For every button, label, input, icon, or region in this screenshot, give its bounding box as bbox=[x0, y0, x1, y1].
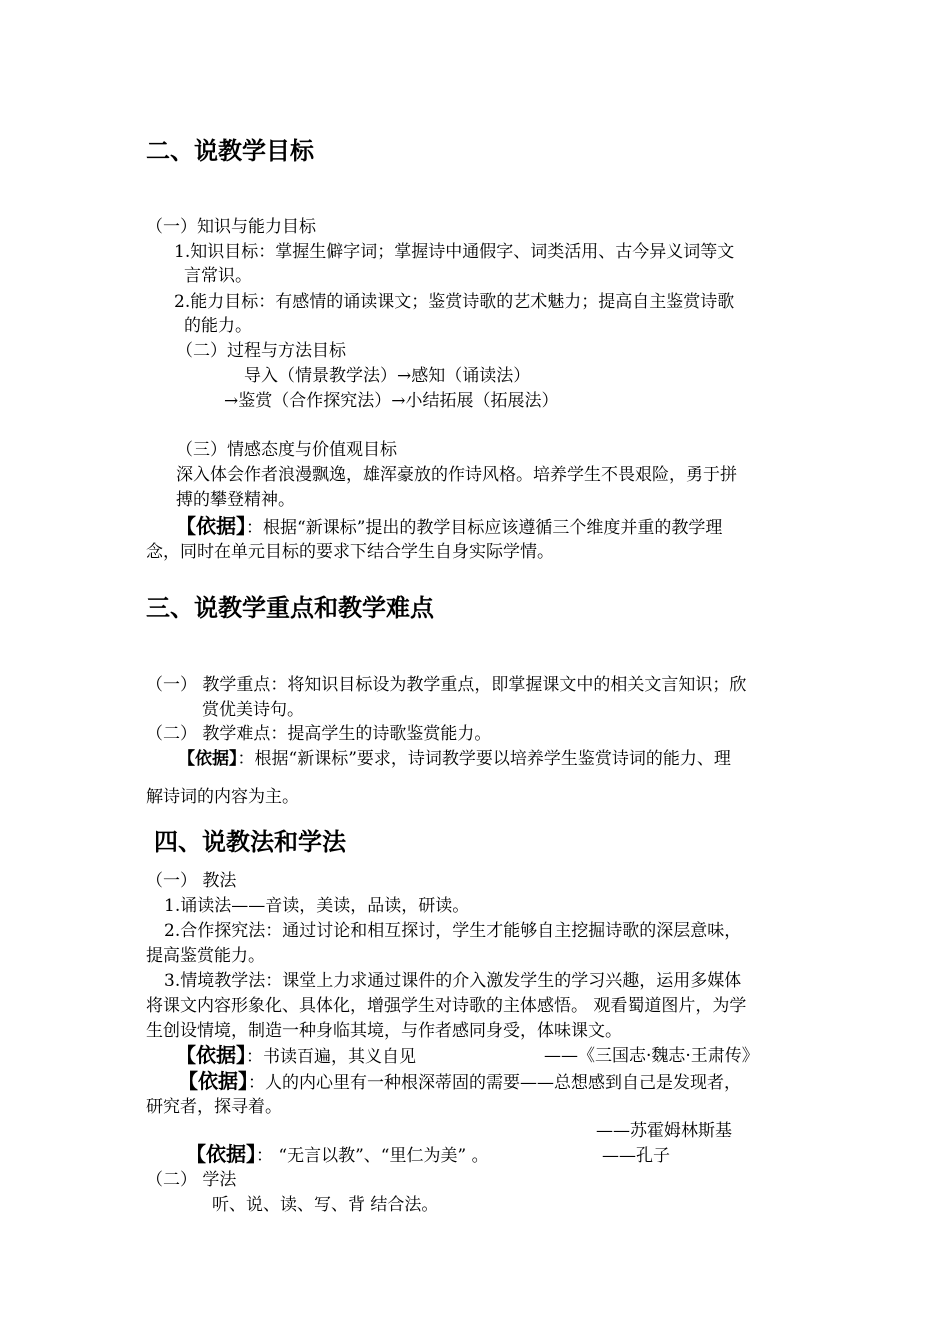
paragraph-line: 的能力。 bbox=[184, 316, 252, 336]
basis-line bbox=[178, 748, 731, 770]
flow-line: 导入（情景教学法）→感知（诵读法） bbox=[244, 366, 531, 386]
paragraph-line: 念，同时在单元目标的要求下结合学生自身实际学情。 bbox=[146, 542, 554, 562]
basis-line bbox=[176, 515, 722, 539]
basis-tag: 【依据】 bbox=[176, 514, 246, 538]
paragraph-line: （一） 教学重点：将知识目标设为教学重点，即掌握课文中的相关文言知识；欣 bbox=[146, 675, 747, 695]
paragraph-line: 将课文内容形象化、具体化，增强学生对诗歌的主体感悟。 观看蜀道图片，为学 bbox=[146, 996, 747, 1016]
basis-line bbox=[186, 1143, 489, 1167]
paragraph-line: 研究者，探寻着。 bbox=[146, 1097, 282, 1117]
quote-source: ——《三国志·魏志·王肃传》 bbox=[544, 1046, 759, 1066]
subsection-title: （一） 教法 bbox=[146, 871, 237, 891]
basis-line bbox=[176, 1044, 416, 1068]
paragraph-line: （二） 教学难点：提高学生的诗歌鉴赏能力。 bbox=[146, 724, 492, 744]
paragraph-line: 2.能力目标：有感情的诵读课文；鉴赏诗歌的艺术魅力；提高自主鉴赏诗歌 bbox=[174, 292, 735, 312]
subsection-title: （二） 学法 bbox=[146, 1170, 237, 1190]
paragraph-line: 2.合作探究法：通过讨论和相互探讨，学生才能够自主挖掘诗歌的深层意味， bbox=[164, 921, 742, 941]
paragraph-line: 搏的攀登精神。 bbox=[176, 490, 295, 510]
basis-text: ： “无言以教”、“里仁为美” 。 bbox=[256, 1146, 489, 1166]
paragraph-line: 听、说、读、写、背 结合法。 bbox=[212, 1195, 439, 1215]
paragraph-line: 1.知识目标：掌握生僻字词；掌握诗中通假字、词类活用、古今异义词等文 bbox=[174, 242, 735, 262]
basis-tag: 【依据】 bbox=[178, 749, 238, 769]
paragraph-line: 1.诵读法——音读，美读，品读，研读。 bbox=[164, 896, 470, 916]
basis-tag: 【依据】 bbox=[176, 1043, 246, 1067]
quote-source: ——孔子 bbox=[602, 1146, 670, 1166]
section-title: 二、说教学目标 bbox=[146, 137, 314, 165]
paragraph-line: 言常识。 bbox=[184, 266, 252, 286]
paragraph-line: 赏优美诗句。 bbox=[202, 700, 304, 720]
subsection-title: （二）过程与方法目标 bbox=[176, 341, 346, 361]
basis-text: ：根据“新课标”要求，诗词教学要以培养学生鉴赏诗词的能力、理 bbox=[237, 749, 731, 769]
section-title: 四、说教法和学法 bbox=[154, 828, 346, 856]
basis-tag: 【依据】 bbox=[186, 1142, 256, 1166]
paragraph-line: 提高鉴赏能力。 bbox=[146, 946, 265, 966]
subsection-title: （一）知识与能力目标 bbox=[146, 217, 316, 237]
paragraph-line: 解诗词的内容为主。 bbox=[146, 787, 299, 807]
paragraph-line: 3.情境教学法：课堂上力求通过课件的介入激发学生的学习兴趣，运用多媒体 bbox=[164, 971, 742, 991]
section-title: 三、说教学重点和教学难点 bbox=[146, 594, 434, 622]
quote-source: ——苏霍姆林斯基 bbox=[596, 1121, 732, 1141]
basis-tag: 【依据】 bbox=[178, 1069, 248, 1093]
basis-text: ：书读百遍，其义自见 bbox=[246, 1047, 416, 1067]
paragraph-line: 生创设情境，制造一种身临其境，与作者感同身受，体味课文。 bbox=[146, 1021, 622, 1041]
basis-text: ：根据“新课标”提出的教学目标应该遵循三个维度并重的教学理 bbox=[246, 518, 723, 538]
subsection-title: （三）情感态度与价值观目标 bbox=[176, 440, 397, 460]
basis-text: ：人的内心里有一种根深蒂固的需要——总想感到自己是发现者， bbox=[248, 1073, 741, 1093]
basis-line bbox=[178, 1070, 741, 1094]
paragraph-line: 深入体会作者浪漫飘逸，雄浑豪放的作诗风格。培养学生不畏艰险，勇于拼 bbox=[176, 465, 737, 485]
flow-line: →鉴赏（合作探究法）→小结拓展（拓展法） bbox=[224, 391, 559, 411]
